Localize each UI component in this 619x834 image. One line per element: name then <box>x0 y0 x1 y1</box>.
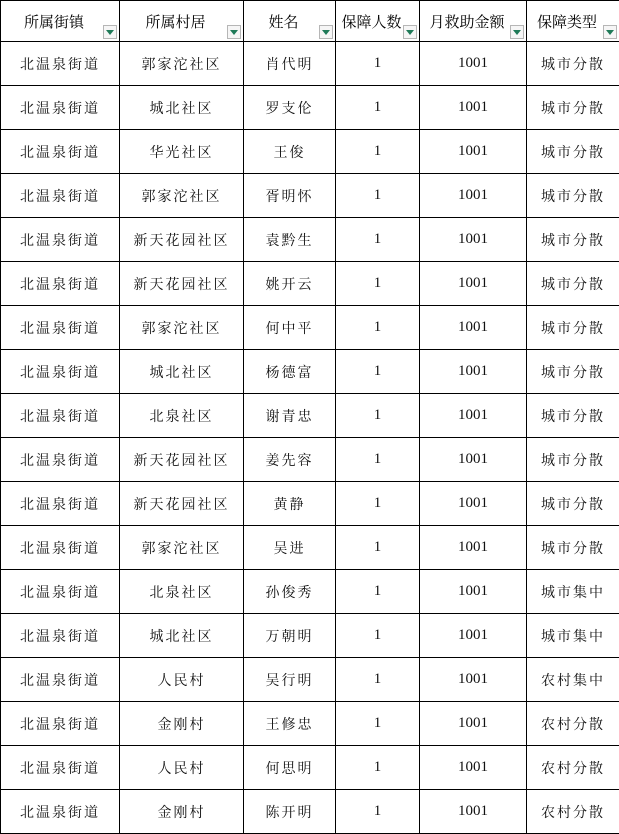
header-amount-label: 月救助金额 <box>429 11 516 32</box>
cell-name[interactable]: 何思明 <box>244 746 336 790</box>
cell-count[interactable]: 1 <box>336 86 420 130</box>
header-town <box>1 1 120 42</box>
filter-dropdown-icon[interactable] <box>319 25 333 39</box>
cell-type[interactable]: 城市分散 <box>527 306 619 350</box>
cell-type[interactable]: 城市集中 <box>527 570 619 614</box>
cell-count[interactable]: 1 <box>336 614 420 658</box>
cell-amount[interactable]: 1001 <box>420 482 527 526</box>
cell-count[interactable]: 1 <box>336 482 420 526</box>
cell-amount[interactable]: 1001 <box>420 526 527 570</box>
header-name-label: 姓名 <box>268 11 310 32</box>
cell-name[interactable]: 黄静 <box>244 482 336 526</box>
header-village-label: 所属村居 <box>145 11 217 32</box>
table-row <box>1 790 619 834</box>
header-type <box>527 1 619 42</box>
cell-town[interactable]: 北温泉街道 <box>1 526 120 570</box>
cell-name[interactable]: 何中平 <box>244 306 336 350</box>
cell-amount[interactable]: 1001 <box>420 350 527 394</box>
cell-amount[interactable]: 1001 <box>420 218 527 262</box>
cell-amount[interactable]: 1001 <box>420 130 527 174</box>
cell-town[interactable]: 北温泉街道 <box>1 394 120 438</box>
cell-count[interactable]: 1 <box>336 746 420 790</box>
table-row <box>1 614 619 658</box>
cell-name[interactable]: 万朝明 <box>244 614 336 658</box>
cell-type[interactable]: 城市分散 <box>527 438 619 482</box>
cell-type[interactable]: 农村集中 <box>527 658 619 702</box>
cell-type[interactable]: 城市分散 <box>527 174 619 218</box>
cell-type[interactable]: 城市分散 <box>527 262 619 306</box>
cell-amount[interactable]: 1001 <box>420 86 527 130</box>
table-row <box>1 174 619 218</box>
cell-name[interactable]: 罗支伦 <box>244 86 336 130</box>
table-row <box>1 218 619 262</box>
header-amount <box>420 1 527 42</box>
cell-town[interactable]: 北温泉街道 <box>1 570 120 614</box>
cell-name[interactable]: 王俊 <box>244 130 336 174</box>
cell-name[interactable]: 王修忠 <box>244 702 336 746</box>
cell-count[interactable]: 1 <box>336 570 420 614</box>
cell-name[interactable]: 姚开云 <box>244 262 336 306</box>
cell-amount[interactable]: 1001 <box>420 614 527 658</box>
cell-type[interactable]: 城市分散 <box>527 130 619 174</box>
table-row <box>1 658 619 702</box>
cell-count[interactable]: 1 <box>336 790 420 834</box>
table-row <box>1 262 619 306</box>
cell-count[interactable]: 1 <box>336 658 420 702</box>
cell-village[interactable]: 北泉社区 <box>120 394 244 438</box>
cell-amount[interactable]: 1001 <box>420 394 527 438</box>
cell-village[interactable]: 人民村 <box>120 746 244 790</box>
cell-town[interactable]: 北温泉街道 <box>1 42 120 86</box>
table-row <box>1 702 619 746</box>
header-name <box>244 1 336 42</box>
table-row <box>1 482 619 526</box>
table-row <box>1 570 619 614</box>
cell-village[interactable]: 北泉社区 <box>120 570 244 614</box>
table-row <box>1 86 619 130</box>
cell-amount[interactable]: 1001 <box>420 438 527 482</box>
cell-amount[interactable]: 1001 <box>420 702 527 746</box>
cell-count[interactable]: 1 <box>336 306 420 350</box>
cell-count[interactable]: 1 <box>336 130 420 174</box>
cell-type[interactable]: 城市分散 <box>527 394 619 438</box>
cell-type[interactable]: 城市分散 <box>527 86 619 130</box>
cell-amount[interactable]: 1001 <box>420 306 527 350</box>
cell-name[interactable]: 孙俊秀 <box>244 570 336 614</box>
cell-town[interactable]: 北温泉街道 <box>1 790 120 834</box>
cell-count[interactable]: 1 <box>336 218 420 262</box>
cell-town[interactable]: 北温泉街道 <box>1 262 120 306</box>
cell-town[interactable]: 北温泉街道 <box>1 218 120 262</box>
cell-village[interactable]: 郭家沱社区 <box>120 526 244 570</box>
cell-village[interactable]: 新天花园社区 <box>120 438 244 482</box>
table-row <box>1 130 619 174</box>
table-row <box>1 42 619 86</box>
cell-name[interactable]: 杨德富 <box>244 350 336 394</box>
table-row <box>1 526 619 570</box>
cell-amount[interactable]: 1001 <box>420 42 527 86</box>
cell-count[interactable]: 1 <box>336 42 420 86</box>
cell-village[interactable]: 城北社区 <box>120 614 244 658</box>
table-row <box>1 306 619 350</box>
cell-type[interactable]: 城市分散 <box>527 526 619 570</box>
cell-amount[interactable]: 1001 <box>420 174 527 218</box>
table-row <box>1 350 619 394</box>
filter-dropdown-icon[interactable] <box>510 25 524 39</box>
cell-count[interactable]: 1 <box>336 702 420 746</box>
cell-village[interactable]: 郭家沱社区 <box>120 174 244 218</box>
cell-village[interactable]: 郭家沱社区 <box>120 42 244 86</box>
cell-name[interactable]: 谢青忠 <box>244 394 336 438</box>
header-count <box>336 1 420 42</box>
cell-village[interactable]: 新天花园社区 <box>120 482 244 526</box>
table-row <box>1 438 619 482</box>
cell-count[interactable]: 1 <box>336 526 420 570</box>
cell-amount[interactable]: 1001 <box>420 790 527 834</box>
cell-count[interactable]: 1 <box>336 394 420 438</box>
cell-amount[interactable]: 1001 <box>420 570 527 614</box>
cell-name[interactable]: 姜先容 <box>244 438 336 482</box>
cell-type[interactable]: 农村分散 <box>527 746 619 790</box>
header-town-label: 所属街镇 <box>24 11 96 32</box>
cell-town[interactable]: 北温泉街道 <box>1 438 120 482</box>
cell-count[interactable]: 1 <box>336 438 420 482</box>
cell-type[interactable]: 城市分散 <box>527 218 619 262</box>
cell-town[interactable]: 北温泉街道 <box>1 746 120 790</box>
cell-village[interactable]: 城北社区 <box>120 350 244 394</box>
cell-town[interactable]: 北温泉街道 <box>1 482 120 526</box>
cell-type[interactable]: 城市分散 <box>527 482 619 526</box>
cell-town[interactable]: 北温泉街道 <box>1 306 120 350</box>
cell-village[interactable]: 人民村 <box>120 658 244 702</box>
cell-village[interactable]: 金刚村 <box>120 790 244 834</box>
table-row <box>1 394 619 438</box>
cell-amount[interactable]: 1001 <box>420 262 527 306</box>
cell-type[interactable]: 农村分散 <box>527 790 619 834</box>
cell-village[interactable]: 金刚村 <box>120 702 244 746</box>
cell-name[interactable]: 吴行明 <box>244 658 336 702</box>
cell-count[interactable]: 1 <box>336 174 420 218</box>
cell-town[interactable]: 北温泉街道 <box>1 702 120 746</box>
cell-name[interactable]: 肖代明 <box>244 42 336 86</box>
cell-town[interactable]: 北温泉街道 <box>1 614 120 658</box>
cell-type[interactable]: 城市集中 <box>527 614 619 658</box>
header-type-label: 保障类型 <box>537 11 609 32</box>
cell-village[interactable]: 城北社区 <box>120 86 244 130</box>
cell-count[interactable]: 1 <box>336 350 420 394</box>
cell-town[interactable]: 北温泉街道 <box>1 658 120 702</box>
header-village <box>120 1 244 42</box>
cell-name[interactable]: 袁黔生 <box>244 218 336 262</box>
table-row <box>1 746 619 790</box>
cell-amount[interactable]: 1001 <box>420 746 527 790</box>
cell-village[interactable]: 新天花园社区 <box>120 218 244 262</box>
cell-name[interactable]: 陈开明 <box>244 790 336 834</box>
cell-village[interactable]: 新天花园社区 <box>120 262 244 306</box>
cell-amount[interactable]: 1001 <box>420 658 527 702</box>
filter-dropdown-icon[interactable] <box>403 25 417 39</box>
cell-count[interactable]: 1 <box>336 262 420 306</box>
cell-town[interactable]: 北温泉街道 <box>1 86 120 130</box>
cell-type[interactable]: 城市分散 <box>527 42 619 86</box>
filter-dropdown-icon[interactable] <box>103 25 117 39</box>
cell-town[interactable]: 北温泉街道 <box>1 350 120 394</box>
cell-name[interactable]: 吴进 <box>244 526 336 570</box>
cell-type[interactable]: 农村分散 <box>527 702 619 746</box>
filter-dropdown-icon[interactable] <box>227 25 241 39</box>
header-count-label: 保障人数 <box>341 11 413 32</box>
cell-town[interactable]: 北温泉街道 <box>1 130 120 174</box>
cell-name[interactable]: 胥明怀 <box>244 174 336 218</box>
cell-town[interactable]: 北温泉街道 <box>1 174 120 218</box>
cell-type[interactable]: 城市分散 <box>527 350 619 394</box>
header-row <box>1 1 619 42</box>
filter-dropdown-icon[interactable] <box>603 25 617 39</box>
cell-village[interactable]: 郭家沱社区 <box>120 306 244 350</box>
table-body <box>1 42 619 834</box>
cell-village[interactable]: 华光社区 <box>120 130 244 174</box>
